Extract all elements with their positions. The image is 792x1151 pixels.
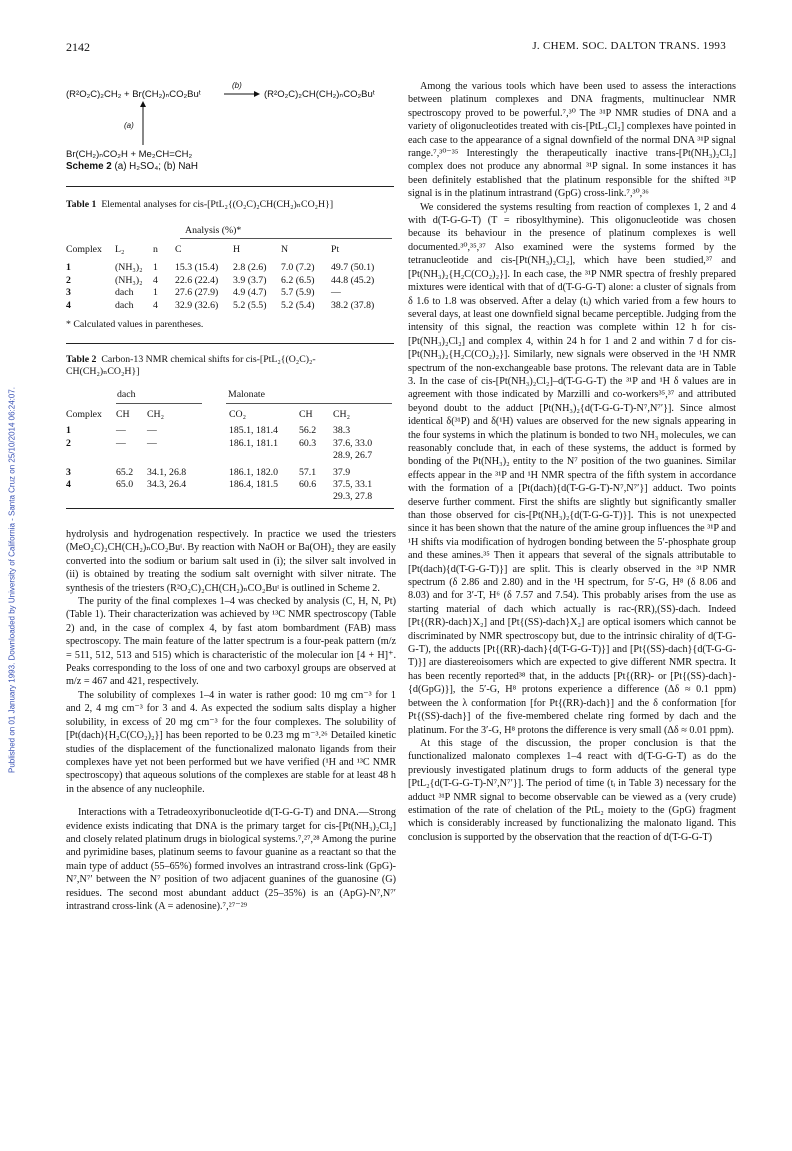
table-cell: dach — [115, 287, 134, 299]
table1-header-cell: Complex — [66, 244, 102, 255]
table-cell: 3 — [66, 287, 71, 299]
table-cell: 4 — [66, 479, 71, 491]
table-cell — [147, 450, 229, 462]
table2-header-cell: CO₂ — [229, 409, 247, 420]
table-row — [66, 262, 378, 274]
table-cell: 44.8 (45.2) — [331, 274, 375, 286]
paragraph: At this stage of the discussion, the proper conclusion is that the functionalized malonato complexes 1–4 react with d(T-G-G-T) as do the previously investigated platinum drugs to form adducts of the general type [PtL₂{d(T-G-G-T)-N⁷,N⁷′}]. The period of time (tᵢ in Table 3) necessary for the adduct ³¹P NMR signal to become observable can be viewed as a (very crude) estimation of the rate of chelation of the PtL₂ moiety to the (GpG) fragment which is considerably increased by functionalizing the malonato ligand. This conclusion is supported by the observation that the reaction of d(T-G-G-T) — [408, 737, 736, 843]
page-number: 2142 — [66, 40, 90, 54]
table-cell: 5.2 (5.5) — [233, 299, 267, 311]
table-row — [66, 287, 378, 299]
table1-label: Table 1 — [66, 199, 97, 210]
table-cell: 186.4, 181.5 — [229, 479, 278, 491]
table-cell: 29.3, 27.8 — [333, 491, 373, 503]
scheme-arrow-a-label: (a) — [124, 121, 134, 130]
divider — [66, 186, 394, 187]
table-cell: (NH₃)₂ — [115, 262, 143, 274]
paragraph: We considered the systems resulting from reaction of complexes 1, 2 and 4 with d(T-G-G-T) (T = ribosylthymine). This oligonucleotide was chosen because its behaviour in the presence of platinum complexes is well documented.³⁰,³⁵,³⁷ Also examined were the systems formed by the tetranucleotide and cis-[Pt(NH₃)₂Cl₂], which have been studied,³⁷ and [Pt(NH₃)₂{H₂C(CO₂)₂}]. In each case, the ³¹P NMR spectra of freshly prepared mixtures were identical with that of d(T-G-G-T) alone: a cluster of signals from δ 1.6 to 1.8 was observed. After a delay (tᵢ) which varied from a few hours to several days, at least one downfield signal became perceptible. Judging from the intensity of this signal, the reaction was complete within 12 h for cis-[Pt(NH₃)₂Cl₂] and complex 4, within 24 h for 1 and 2 and within 7 d for cis-[Pt(NH₃)₂{H₂C(CO₂)₂}]. Similarly, new signals were observed in the ¹H NMR spectrum of the non-exchangeable base protons. The relevant data are in Table 3. In the case of cis-[Pt(NH₃)₂Cl₂]–d(T-G-G-T) the ³¹P and ¹H δ values are in agreement with those indicated by Marzilli and co-workers³⁵,³⁷ and attributed beyond doubt to the adduct [Pt(NH₃)₂{d(T-G-G-T)-N⁷,N⁷′}]. Since almost identical δ(³¹P) and δ(¹H) values are observed for the new signals appearing in the four systems in which the platinum is bonded to two NH₃ molecules, we can reasonably conclude that, in each of these systems, the adduct is formed by bonding of the Pt(NH₃)₂ entity to the N⁷ position of the two guanines. Similar effects appear in the ³¹P and ¹H NMR spectra of the fifth system in accordance with the formation of a [Pt(dach){d(T-G-G-T)-N⁷,N⁷′}] adduct. Two points deserve further comment. First the shifts are slightly but significantly smaller than those observed for cis-[Pt(NH₃)₂{d(T-G-G-T)}]. This is not unexpected since it has been shown that the nature of the amine group influences the ³¹P and ¹H shifts via modification of hydrogen bonding between the 5′-phosphate group and these amines.³⁵ Then it appears that several of the signals attributable to [Pt(dach){d(T-G-G-T)}] are split. This is clearly observed in the ³¹P NMR spectrum (δ 2.86 and 2.80) and in the ¹H spectrum, for 5′-G, H⁸ (δ 8.06 and 8.03) and for 3′-T, H⁶ (δ 7.57 and 7.54). This probably arises from the use as starting material of dach which actually is rac-(RR),(SS)-dach. Indeed [Pt{(RR)-dach}X₂] and [Pt{(SS)-dach}X₂] are optical isomers which cannot be discriminated by NMR spectroscopy but, due to the intrinsic chirality of d(T-G-G-T), the adducts [Pt{(RR)-dach}{d(T-G-G-T)}] and [Pt{(SS)-dach}{d(T-G-G-T)}] are diastereoisomers which are expected to give different NMR spectra. It has been recently reported³⁸ that, in the adducts [Pt{(RR)- or [Pt{(SS)-dach}-{d(GpG)}], the 5′-G, H⁸ protons experience a difference (Δδ ≈ 0.1 ppm) between the λ conformation [for Pt{(RR)-dach}] and the δ conformation [for Pt{(SS)-dach}] of the five-membered chelate ring formed by dach and the platinum. For the 3′-G, H⁸ protons the difference is very small (Δδ ≈ 0.01 ppm). — [408, 201, 736, 736]
table2-group-dach: dach — [117, 389, 136, 400]
divider — [226, 403, 392, 404]
table-cell: 34.1, 26.8 — [147, 466, 187, 478]
table-cell: 56.2 — [299, 425, 317, 437]
table-cell: 60.6 — [299, 479, 317, 491]
paragraph: Among the various tools which have been used to assess the interactions between platinum complexes and DNA fragments, multinuclear NMR spectroscopy proved to be powerful.⁷,³⁰ The ³¹P NMR studies of DNA and a variety of oligonucleotides treated with cis-[PtL₂Cl₂] complexes have pointed in each case to the appearance of a signal downfield of the normal DNA ³¹P signal range.⁷,³⁰⁻³⁵ Interestingly the therapeutically inactive trans-[Pt(NH₃)₂Cl₂] complex does not produce any abnormal ³¹P signal. In some instances it has been definitely established that the platinum responsible for the shifted ³¹P signal is in the platinum intrastrand (GpG) cross-link.⁷,³⁰,³⁶ — [408, 81, 736, 200]
table2-header-cell: CH₂ — [147, 409, 165, 420]
scheme-starting-materials: Br(CH₂)ₙCO₂H + Me₂CH=CH₂ — [66, 149, 193, 160]
paragraph: Interactions with a Tetradeoxyribonucleotide d(T-G-G-T) and DNA.—Strong evidence exists indicating that DNA is the primary target for cis-[Pt(NH₃)₂Cl₂] and closely related platinum drugs in biological systems.⁷,²⁷,²⁸ Among the purine and pyrimidine bases, platinum seems to favour guanine as a reactant so that the main type of adduct (55–65%) formed involves an intrastrand cross-link (GpG)-N⁷,N⁷′ between the N⁷ position of two adjacent guanines of the guanosine (G) residues. The second most abundant adduct (25–35%) is an (ApG)-N⁷,N⁷′ intrastrand cross-link (A = adenosine).⁷,²⁷⁻²⁹ — [66, 807, 396, 912]
divider — [116, 403, 202, 404]
table-cell: — — [116, 437, 126, 449]
table2-header-cell: Complex — [66, 409, 102, 420]
table-row — [66, 463, 376, 479]
table-cell: 186.1, 182.0 — [229, 466, 278, 478]
paragraph: hydrolysis and hydrogenation respectively. In practice we used the triesters (MeO₂C)₂CH(CH₂)ₙCO₂Buᵗ. By reaction with NaOH or Ba(OH)₂ they are easily converted into the sodium or barium salt used in (i); the silver salt involved in (ii) is obtained by treating the sodium salt overnight with silver nitrate. The synthesis of the triesters (R²O₂C)₂CH(CH₂)ₙCO₂Buᵗ is outlined in Scheme 2. — [66, 529, 396, 594]
table2-header-cell: CH — [116, 409, 130, 420]
table2-caption — [66, 354, 396, 379]
table1-header-cell: H — [233, 244, 241, 255]
table-cell — [147, 491, 229, 503]
table2-label: Table 2 — [66, 354, 97, 365]
table-cell: 28.9, 26.7 — [333, 450, 373, 462]
download-watermark — [6, 300, 18, 860]
table-cell: 2.8 (2.6) — [233, 262, 267, 274]
table-cell: 1 — [153, 262, 158, 274]
scheme-reactants: (R²O₂C)₂CH₂ + Br(CH₂)ₙCO₂Buᵗ — [66, 89, 201, 100]
table-cell: — — [147, 425, 157, 437]
table-cell: 37.9 — [333, 466, 351, 478]
table-cell: 1 — [66, 425, 71, 437]
table-cell: — — [147, 437, 157, 449]
table2-group-malonate: Malonate — [228, 389, 265, 400]
table-row — [66, 300, 378, 312]
table1-header-row — [66, 244, 378, 256]
table1-title: Elemental analyses for cis-[PtL₂{(O₂C)₂CH(CH₂)ₙCO₂H}] — [101, 199, 334, 210]
table-cell — [66, 491, 116, 503]
journal-running-head: J. CHEM. SOC. DALTON TRANS. 1993 — [532, 40, 726, 52]
table2-header-cell: CH — [299, 409, 313, 420]
table-cell: 15.3 (15.4) — [175, 262, 219, 274]
table2-header-cell: CH₂ — [333, 409, 351, 420]
left-column-body — [66, 528, 396, 913]
table-cell — [299, 450, 333, 462]
table-cell: — — [116, 425, 126, 437]
table-cell: 38.2 (37.8) — [331, 299, 375, 311]
table-cell: 1 — [153, 287, 158, 299]
table1-footnote: * Calculated values in parentheses. — [66, 319, 204, 330]
divider — [66, 343, 394, 344]
table1-header-cell: C — [175, 244, 182, 255]
divider — [180, 238, 392, 239]
table-cell — [66, 450, 116, 462]
table-cell: 49.7 (50.1) — [331, 262, 375, 274]
table-cell: (NH₃)₂ — [115, 274, 143, 286]
table-cell: 32.9 (32.6) — [175, 299, 219, 311]
table1-header-cell: Pt — [331, 244, 340, 255]
table1-caption — [66, 199, 396, 211]
table-cell — [229, 450, 299, 462]
table-cell: 4 — [66, 299, 71, 311]
table-cell: 65.0 — [116, 479, 134, 491]
table-row — [66, 438, 376, 450]
table-cell — [299, 491, 333, 503]
right-column-body — [408, 80, 736, 844]
table-cell: 60.3 — [299, 437, 317, 449]
table-row — [66, 491, 376, 503]
table-row — [66, 425, 376, 437]
table-cell — [229, 491, 299, 503]
table2 — [66, 409, 376, 504]
table-cell: 4 — [153, 274, 158, 286]
table1-header-cell: n — [153, 244, 158, 255]
table2-header-row — [66, 409, 376, 421]
table-cell: 3.9 (3.7) — [233, 274, 267, 286]
scheme-caption-label: Scheme 2 — [66, 161, 112, 172]
table-cell: 37.6, 33.0 — [333, 437, 373, 449]
table-cell — [116, 491, 147, 503]
table-row — [66, 479, 376, 491]
table-cell — [116, 450, 147, 462]
table-cell: 2 — [66, 437, 71, 449]
table-cell: 3 — [66, 466, 71, 478]
table-cell: 34.3, 26.4 — [147, 479, 187, 491]
table-cell: 185.1, 181.4 — [229, 425, 278, 437]
table-cell: 22.6 (22.4) — [175, 274, 219, 286]
paragraph: The solubility of complexes 1–4 in water is rather good: 10 mg cm⁻³ for 1 and 2, 4 mg cm⁻³ for 3 and 4. As expected the sodium salts display a higher solubility, in excess of 20 mg cm⁻³ for the four complexes. The solubility of [Pt(dach){H₂C(CO₂)₂}] has been reported to be 0.23 mg m⁻³.²⁶ Detailed kinetic studies of the displacement of the functionalized malonato ligands from their complexes have yet not been performed but we have verified (¹H and ¹³C NMR spectroscopy) that aqueous solutions of the complexes are stable for at least 48 h in the absence of any nucleophile. — [66, 689, 396, 795]
table-cell: — — [331, 287, 341, 299]
table-cell: 1 — [66, 262, 71, 274]
table-cell: 5.7 (5.9) — [281, 287, 315, 299]
table-cell: 2 — [66, 274, 71, 286]
scheme-arrow-up-icon — [139, 101, 147, 145]
table2-title-line1 — [66, 354, 396, 366]
table1 — [66, 244, 378, 312]
table-cell: 65.2 — [116, 466, 134, 478]
table-cell: 4 — [153, 299, 158, 311]
table2-title: Carbon-13 NMR chemical shifts for cis-[PtL₂{(O₂C)₂- — [101, 354, 316, 365]
table-cell: 5.2 (5.4) — [281, 299, 315, 311]
download-watermark-text: Published on 01 January 1993. Downloaded by University of California - Santa Cruz on 25/10/2014 06:24:07. — [7, 386, 17, 774]
scheme-arrow-b-label: (b) — [232, 81, 242, 90]
scheme-arrow-right-icon — [224, 89, 260, 99]
table-cell: 38.3 — [333, 425, 351, 437]
table1-header-cell: N — [281, 244, 289, 255]
divider — [66, 508, 394, 509]
table1-group-header: Analysis (%)* — [185, 225, 242, 236]
scheme-2 — [66, 81, 396, 189]
table-cell: 57.1 — [299, 466, 317, 478]
table-cell: 27.6 (27.9) — [175, 287, 219, 299]
table2-title-line2: CH(CH₂)ₙCO₂H}] — [66, 366, 140, 378]
scheme-product: (R²O₂C)₂CH(CH₂)ₙCO₂Buᵗ — [264, 89, 375, 100]
table-cell: 37.5, 33.1 — [333, 479, 373, 491]
scheme-caption — [66, 161, 198, 173]
table-cell: 186.1, 181.1 — [229, 437, 278, 449]
paragraph: The purity of the final complexes 1–4 was checked by analysis (C, H, N, Pt) (Table 1). Their characterization was achieved by ¹³C NMR spectroscopy (Table 2) and, in the case of complex 4, by fast atom bombardment (FAB) mass spectroscopy. The main feature of the latter spectrum is a four-peak pattern (m/z = 511, 512, 513 and 515) which is characteristic of the molecular ion [4 + H]⁺. Peaks corresponding to the loss of one and two carboxyl groups are observed at m/z = 467 and 421, respectively. — [66, 596, 396, 688]
table-cell: 4.9 (4.7) — [233, 287, 267, 299]
table-cell: dach — [115, 299, 134, 311]
table-row — [66, 275, 378, 287]
table-cell: 7.0 (7.2) — [281, 262, 315, 274]
table1-header-cell: L₂ — [115, 244, 125, 255]
scheme-caption-text: (a) H₂SO₄; (b) NaH — [114, 161, 198, 172]
table-cell: 6.2 (6.5) — [281, 274, 315, 286]
table-row — [66, 450, 376, 462]
